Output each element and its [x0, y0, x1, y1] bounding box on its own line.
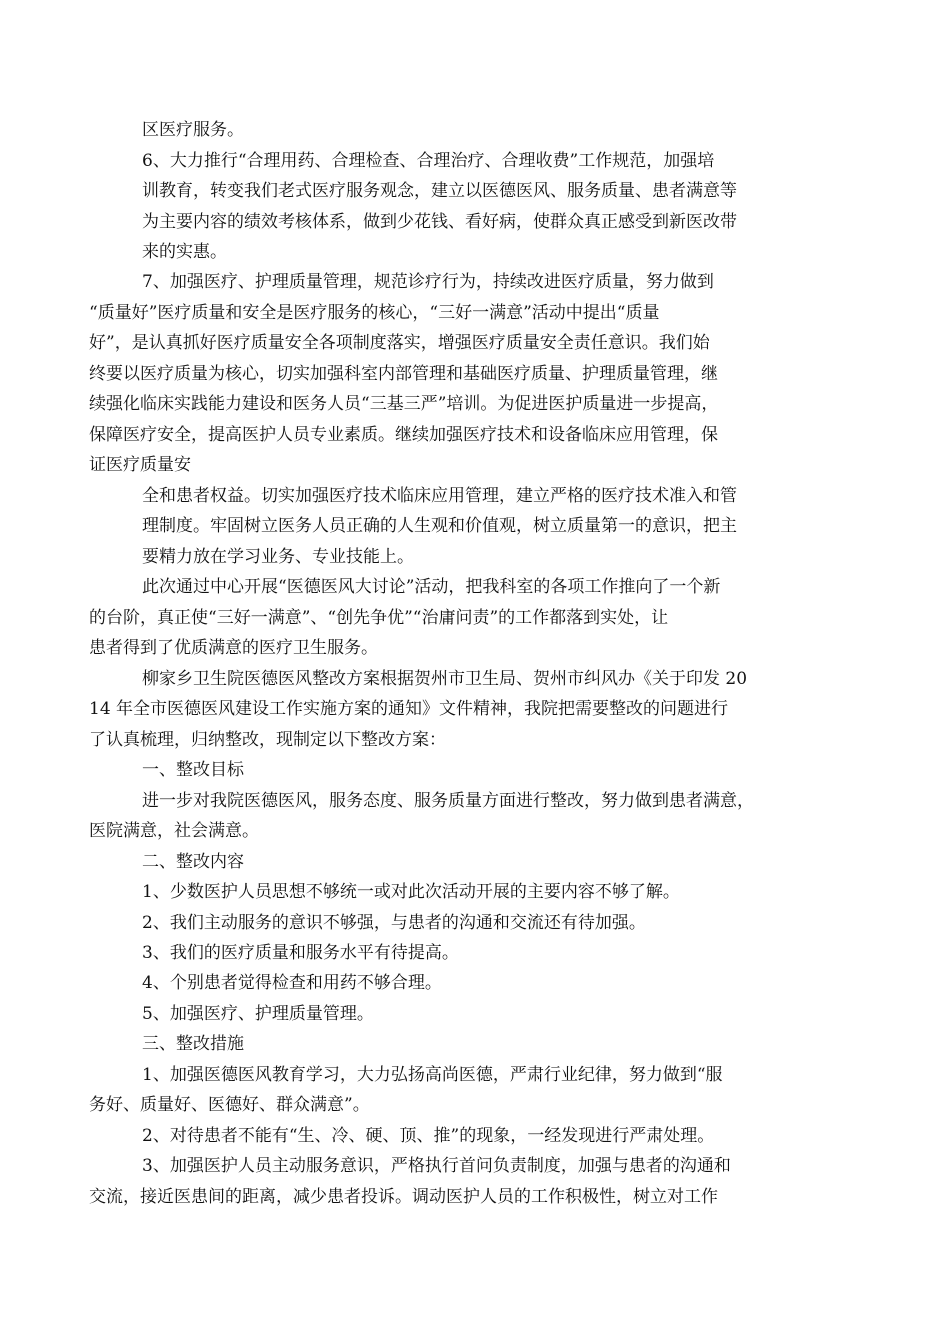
- section-heading: 三、整改措施: [142, 1034, 244, 1054]
- list-item: 1、少数医护人员思想不够统一或对此次活动开展的主要内容不够了解。: [142, 882, 680, 902]
- list-item: 2、我们主动服务的意识不够强，与患者的沟通和交流还有待加强。: [142, 913, 646, 933]
- list-item: 3、加强医护人员主动服务意识，严格执行首问负责制度，加强与患者的沟通和: [142, 1156, 731, 1176]
- section-heading: 一、整改目标: [142, 760, 244, 780]
- text-line: 好”，是认真抓好医疗质量安全各项制度落实，增强医疗质量安全责任意识。我们始: [89, 333, 710, 353]
- text-line: 了认真梳理，归纳整改，现制定以下整改方案：: [89, 730, 446, 750]
- list-item: 5、加强医疗、护理质量管理。: [142, 1004, 374, 1024]
- text-line: 证医疗质量安: [89, 455, 191, 475]
- text-line: “质量好”医疗质量和安全是医疗服务的核心，“三好一满意”活动中提出“质量: [89, 303, 660, 323]
- text-line: 来的实惠。: [142, 242, 227, 262]
- text-line: 要精力放在学习业务、专业技能上。: [142, 547, 414, 567]
- text-line: 14 年全市医德医风建设工作实施方案的通知》文件精神，我院把需要整改的问题进行: [89, 699, 729, 719]
- text-line: 续强化临床实践能力建设和医务人员“三基三严”培训。为促进医护质量进一步提高，: [89, 394, 719, 414]
- text-line: 训教育，转变我们老式医疗服务观念，建立以医德医风、服务质量、患者满意等: [142, 181, 737, 201]
- text-line: 务好、质量好、医德好、群众满意”。: [89, 1095, 370, 1115]
- text-line: 进一步对我院医德医风，服务态度、服务质量方面进行整改，努力做到患者满意，: [142, 791, 754, 811]
- text-line: 此次通过中心开展“医德医风大讨论”活动，把我科室的各项工作推向了一个新: [142, 577, 721, 597]
- text-line: 7、加强医疗、护理质量管理，规范诊疗行为，持续改进医疗质量，努力做到: [142, 272, 714, 292]
- text-line: 为主要内容的绩效考核体系，做到少花钱、看好病，使群众真正感受到新医改带: [142, 212, 737, 232]
- list-item: 1、加强医德医风教育学习，大力弘扬高尚医德，严肃行业纪律，努力做到“服: [142, 1065, 723, 1085]
- text-line: 患者得到了优质满意的医疗卫生服务。: [89, 638, 378, 658]
- text-line: 医院满意，社会满意。: [89, 821, 259, 841]
- text-line: 理制度。牢固树立医务人员正确的人生观和价值观，树立质量第一的意识，把主: [142, 516, 737, 536]
- section-heading: 二、整改内容: [142, 852, 244, 872]
- list-item: 2、对待患者不能有“生、冷、硬、顶、推”的现象，一经发现进行严肃处理。: [142, 1126, 715, 1146]
- text-line: 的台阶，真正使“三好一满意”、“创先争优”“治庸问责”的工作都落到实处，让: [89, 608, 669, 628]
- text-line: 6、大力推行“合理用药、合理检查、合理治疗、合理收费”工作规范，加强培: [142, 151, 715, 171]
- text-line: 区医疗服务。: [142, 120, 244, 140]
- text-line: 保障医疗安全，提高医护人员专业素质。继续加强医疗技术和设备临床应用管理，保: [89, 425, 718, 445]
- text-line: 全和患者权益。切实加强医疗技术临床应用管理，建立严格的医疗技术准入和管: [142, 486, 737, 506]
- text-line: 柳家乡卫生院医德医风整改方案根据贺州市卫生局、贺州市纠风办《关于印发 20: [142, 669, 748, 689]
- text-line: 交流，接近医患间的距离，减少患者投诉。调动医护人员的工作积极性，树立对工作: [89, 1187, 718, 1207]
- list-item: 3、我们的医疗质量和服务水平有待提高。: [142, 943, 459, 963]
- list-item: 4、个别患者觉得检查和用药不够合理。: [142, 973, 442, 993]
- text-line: 终要以医疗质量为核心，切实加强科室内部管理和基础医疗质量、护理质量管理，继: [89, 364, 718, 384]
